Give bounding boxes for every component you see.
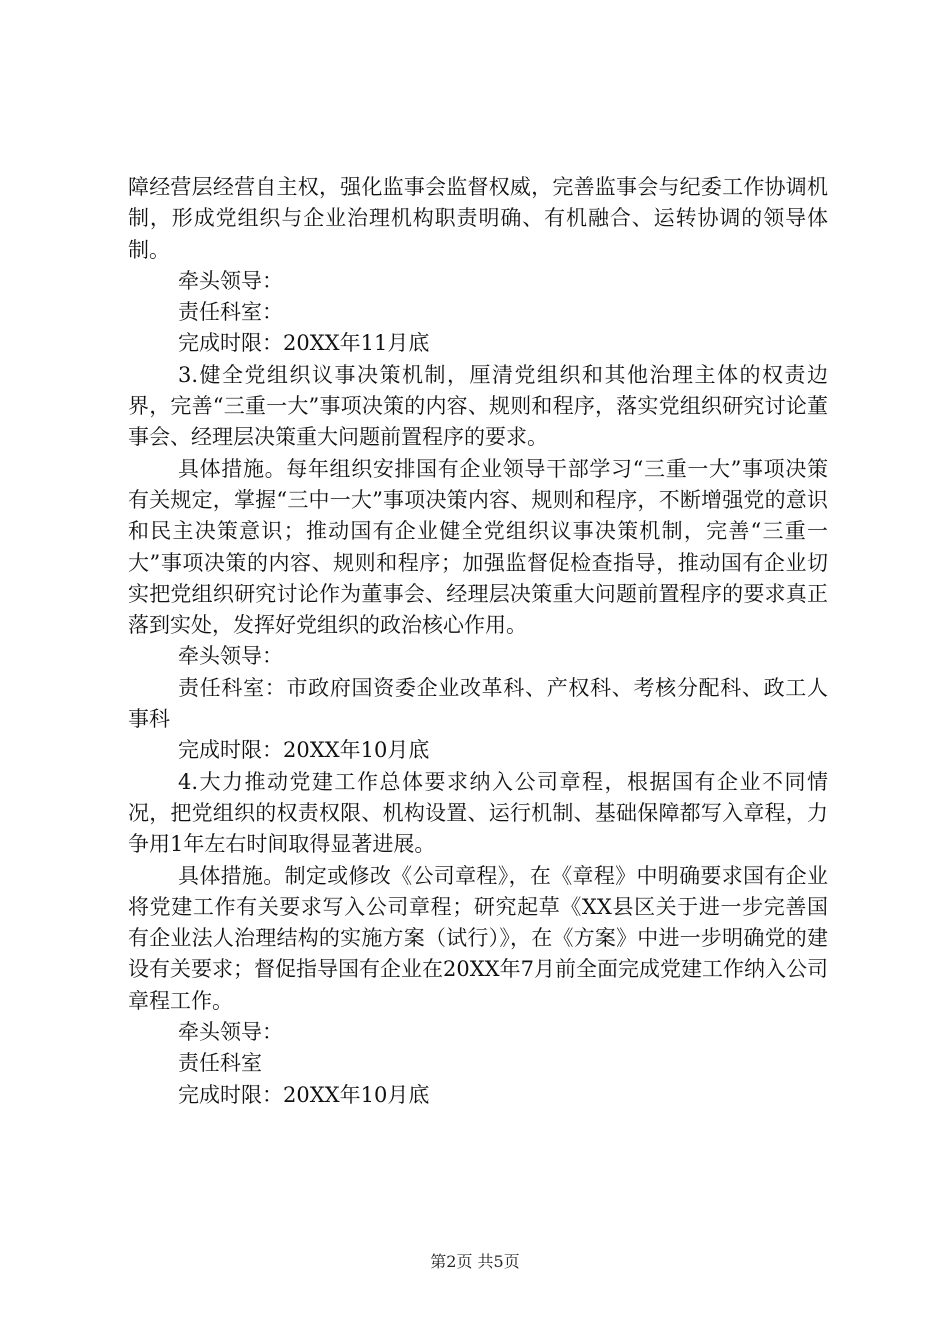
field-lead-leader: 牵头领导：	[178, 268, 283, 293]
page-footer	[0, 1252, 950, 1272]
paragraph-measures: 具体措施。制定或修改《公司章程》，在《章程》中明确要求国有企业将党建工作有关要求写入公司章程；研究起草《XX县区关于进一步完善国有企业法人治理结构的实施方案（试行）》，在《方案》中进一步明确党的建设有关要求；督促指导国有企业在20XX年7月前全面完成党建工作纳入公司章程工作。	[128, 863, 828, 1013]
field-deadline: 完成时限：20XX年10月底	[178, 1082, 430, 1107]
page-number: 第2页 共5页	[430, 1252, 520, 1271]
field-lead-leader: 牵头领导：	[178, 644, 283, 669]
field-lead-leader: 牵头领导：	[178, 1020, 283, 1045]
field-deadline: 完成时限：20XX年10月底	[178, 738, 430, 763]
paragraph-item-4: 4.大力推动党建工作总体要求纳入公司章程，根据国有企业不同情况，把党组织的权责权限、机构设置、运行机制、基础保障都写入章程，力争用1年左右时间取得显著进展。	[128, 769, 828, 857]
paragraph-continued: 障经营层经营自主权，强化监事会监督权威，完善监事会与纪委工作协调机制，形成党组织与企业治理机构职责明确、有机融合、运转协调的领导体制。	[128, 175, 828, 262]
field-deadline: 完成时限：20XX年11月底	[178, 331, 430, 356]
document-body	[128, 172, 828, 1111]
field-responsible-office: 责任科室	[178, 1051, 262, 1076]
field-responsible-office: 责任科室：	[178, 300, 283, 325]
paragraph-measures: 具体措施。每年组织安排国有企业领导干部学习“三重一大”事项决策有关规定，掌握“三中一大”事项决策内容、规则和程序，不断增强党的意识和民主决策意识；推动国有企业健全党组织议事决策机制，完善“三重一大”事项决策的内容、规则和程序；加强监督促检查指导，推动国有企业切实把党组织研究讨论作为董事会、经理层决策重大问题前置程序的要求真正落到实处，发挥好党组织的政治核心作用。	[128, 456, 828, 638]
paragraph-item-3: 3.健全党组织议事决策机制，厘清党组织和其他治理主体的权责边界，完善“三重一大”事项决策的内容、规则和程序，落实党组织研究讨论董事会、经理层决策重大问题前置程序的要求。	[128, 362, 828, 450]
field-responsible-office: 责任科室：市政府国资委企业改革科、产权科、考核分配科、政工人事科	[128, 675, 828, 732]
